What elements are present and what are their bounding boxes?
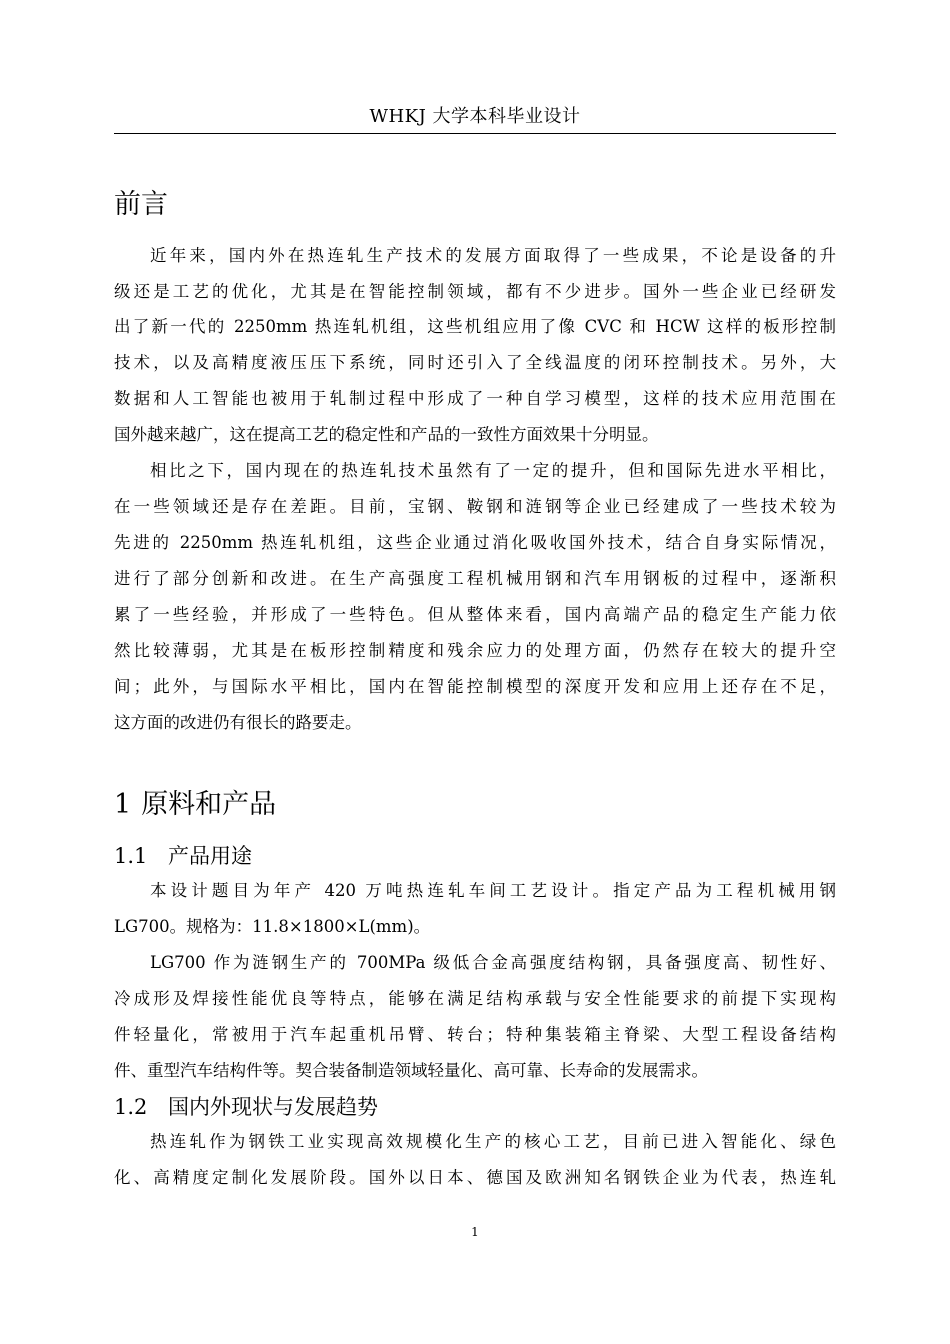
text-line: 件轻量化，常被用于汽车起重机吊臂、转台；特种集装箱主脊梁、大型工程设备结构: [114, 1025, 836, 1044]
text-line: 件、重型汽车结构件等。契合装备制造领域轻量化、高可靠、长寿命的发展需求。: [114, 1061, 708, 1080]
section-title: 国内外现状与发展趋势: [168, 1095, 378, 1119]
section-number: 1.2: [114, 1095, 148, 1119]
chapter-heading: [114, 788, 276, 822]
text-line: 间；此外，与国际水平相比，国内在智能控制模型的深度开发和应用上还存在不足，: [114, 677, 836, 696]
text-line: 相比之下，国内现在的热连轧技术虽然有了一定的提升，但和国际先进水平相比，: [150, 461, 836, 480]
chapter-number: 1: [114, 789, 132, 820]
text-line: 冷成形及焊接性能优良等特点，能够在满足结构承载与安全性能要求的前提下实现构: [114, 989, 836, 1008]
text-line: LG700。规格为：11.8×1800×L(mm)。: [114, 917, 431, 936]
section-title: 产品用途: [168, 844, 252, 868]
text-line: 这方面的改进仍有很长的路要走。: [114, 713, 362, 732]
text-line: LG700 作为涟钢生产的 700MPa 级低合金高强度结构钢，具备强度高、韧性好、: [150, 953, 836, 972]
text-line: 在一些领域还是存在差距。目前，宝钢、鞍钢和涟钢等企业已经建成了一些技术较为: [114, 497, 836, 516]
preface-title: 前言: [114, 189, 168, 220]
page-number: 1: [471, 1225, 479, 1239]
text-line: 数据和人工智能也被用于轧制过程中形成了一种自学习模型，这样的技术应用范围在: [114, 389, 836, 408]
header-title: WHKJ 大学本科毕业设计: [369, 106, 581, 127]
section-heading: [114, 842, 252, 870]
text-line: 近年来，国内外在热连轧生产技术的发展方面取得了一些成果，不论是设备的升: [150, 246, 836, 265]
text-line: 然比较薄弱，尤其是在板形控制精度和残余应力的处理方面，仍然存在较大的提升空: [114, 641, 836, 660]
text-line: 国外越来越广，这在提高工艺的稳定性和产品的一致性方面效果十分明显。: [114, 425, 659, 444]
text-line: 技术，以及高精度液压压下系统，同时还引入了全线温度的闭环控制技术。另外，大: [114, 353, 836, 372]
section-heading: [114, 1093, 378, 1121]
text-line: 化、高精度定制化发展阶段。国外以日本、德国及欧洲知名钢铁企业为代表，热连轧: [114, 1168, 836, 1187]
text-line: 出了新一代的 2250mm 热连轧机组，这些机组应用了像 CVC 和 HCW 这样的板形控制: [114, 317, 836, 336]
text-line: 先进的 2250mm 热连轧机组，这些企业通过消化吸收国外技术，结合自身实际情况，: [114, 533, 836, 552]
section-number: 1.1: [114, 844, 148, 868]
text-line: 本设计题目为年产 420 万吨热连轧车间工艺设计。指定产品为工程机械用钢: [150, 881, 836, 900]
page-header: [114, 103, 836, 134]
text-line: 级还是工艺的优化，尤其是在智能控制领域，都有不少进步。国外一些企业已经研发: [114, 282, 836, 301]
text-line: 累了一些经验，并形成了一些特色。但从整体来看，国内高端产品的稳定生产能力依: [114, 605, 836, 624]
preface-heading: [114, 188, 168, 222]
text-line: 进行了部分创新和改进。在生产高强度工程机械用钢和汽车用钢板的过程中，逐渐积: [114, 569, 836, 588]
chapter-title: 原料和产品: [141, 789, 277, 820]
text-line: 热连轧作为钢铁工业实现高效规模化生产的核心工艺，目前已进入智能化、绿色: [150, 1132, 836, 1151]
